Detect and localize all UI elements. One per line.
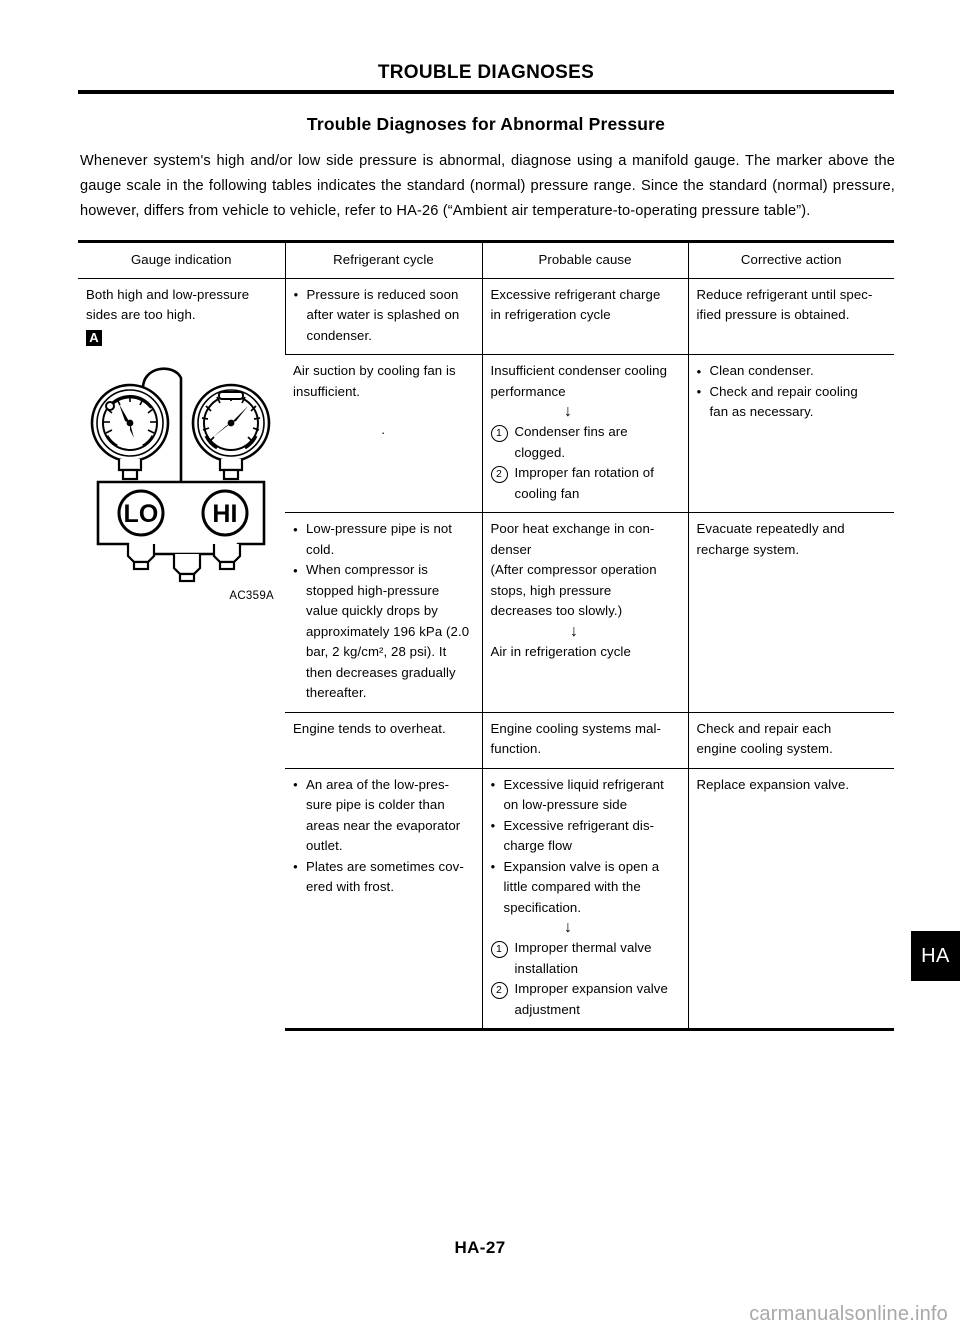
bullet-item — [294, 285, 474, 347]
bullet-item — [293, 775, 474, 857]
text-line: Engine tends to overheat. — [293, 720, 446, 736]
numbered-item — [491, 463, 680, 504]
page-header — [78, 62, 894, 84]
text-line: stopped high-pressure — [306, 582, 440, 598]
low-pressure-gauge-dial — [92, 385, 168, 479]
numbered-item — [491, 979, 680, 1020]
probable-cause-cell — [482, 513, 688, 713]
section-title: Trouble Diagnoses for Abnormal Pressure — [306, 114, 666, 134]
text-line: charge flow — [503, 838, 573, 853]
bullet-item — [491, 775, 680, 816]
circled-number: 1 — [491, 425, 508, 442]
text-line: Improper expansion valve — [514, 981, 668, 996]
text-line: decreases too slowly.) — [490, 603, 623, 618]
text-line: Evacuate repeatedly and — [696, 521, 845, 536]
lo-label: LO — [123, 500, 159, 528]
text-line: sure pipe is colder than — [306, 797, 445, 812]
text-line: ered with frost. — [306, 879, 395, 894]
probable-cause-cell — [482, 712, 688, 768]
column-header-corrective-action: Corrective action — [688, 242, 894, 279]
text-line: denser — [490, 541, 532, 557]
text-line: Air suction by cooling fan is — [293, 363, 456, 378]
table-row — [78, 278, 894, 355]
refrigerant-cycle-cell — [285, 278, 482, 355]
text-line: outlet. — [306, 838, 343, 853]
trouble-diagnoses-table — [78, 240, 894, 1031]
column-header-probable-cause: Probable cause — [482, 242, 688, 279]
bullet-item — [697, 361, 887, 382]
text-line: engine cooling system. — [696, 741, 833, 756]
high-pressure-gauge-dial — [193, 385, 269, 479]
text-line: recharge system. — [696, 541, 800, 557]
text-line: ified pressure is obtained. — [696, 307, 850, 322]
section-tab-ha: HA — [911, 931, 960, 981]
corrective-action-cell — [688, 768, 894, 1030]
text-line: ● Clean condenser. — [709, 363, 814, 378]
down-arrow-icon: ↓ — [569, 622, 579, 640]
text-line: ● Low-pressure pipe is not — [306, 521, 453, 536]
text-line: ● Check and repair cooling — [709, 383, 858, 399]
text-line: then decreases gradually — [306, 664, 456, 680]
hi-label: HI — [212, 500, 238, 528]
refrigerant-cycle-cell — [285, 712, 482, 768]
text-line: ● Pressure is reduced soon — [306, 286, 459, 302]
page-number: HA-27 — [454, 1238, 506, 1257]
text-line: function. — [490, 741, 542, 756]
down-arrow-icon: ↓ — [563, 403, 573, 420]
text-line: areas near the evaporator — [306, 817, 461, 833]
refrigerant-cycle-cell — [285, 513, 482, 713]
text-line: stops, high pressure — [490, 582, 612, 598]
text-line: approximately 196 kPa (2.0 — [306, 623, 470, 639]
text-line: Engine cooling systems mal- — [490, 720, 662, 736]
text-line: after water is splashed on — [306, 307, 460, 322]
text-line: clogged. — [514, 444, 566, 460]
corrective-action-cell — [688, 278, 894, 355]
text-line: Check and repair each — [696, 720, 832, 736]
bullet-item — [293, 560, 474, 704]
text-line: ● An area of the low-pres- — [306, 776, 450, 792]
text-line: fan as necessary. — [709, 404, 814, 419]
text-line: bar, 2 kg/cm², 28 psi). It — [306, 644, 447, 659]
text-line: installation — [514, 960, 579, 976]
manifold-gauge-svg — [86, 358, 278, 603]
refrigerant-cycle-cell — [285, 355, 482, 513]
text-line: Insufficient condenser cooling — [490, 363, 668, 378]
probable-cause-cell — [482, 278, 688, 355]
manifold-gauge-illustration — [86, 358, 278, 603]
figure-code: AC359A — [229, 589, 274, 602]
stray-dot: · — [381, 424, 386, 440]
gauge-indication-line-2: sides are too high. — [86, 307, 196, 322]
text-line: little compared with the — [503, 879, 641, 894]
column-header-refrigerant-cycle: Refrigerant cycle — [285, 242, 482, 279]
corrective-action-cell — [688, 712, 894, 768]
bullet-item — [293, 857, 474, 898]
text-line: Excessive refrigerant charge — [490, 286, 661, 302]
text-line: performance — [490, 383, 566, 399]
text-line: Poor heat exchange in con- — [490, 521, 655, 536]
gauge-indication-cell — [78, 278, 285, 1030]
text-line: specification. — [503, 899, 582, 915]
circled-number: 1 — [491, 941, 508, 958]
text-line: ● Excessive liquid refrigerant — [503, 776, 664, 792]
text-line: ● Expansion valve is open a — [503, 858, 660, 874]
text-line: Improper thermal valve — [514, 940, 652, 955]
text-line: Condenser fins are — [514, 424, 628, 439]
text-line: ● Excessive refrigerant dis- — [503, 817, 655, 833]
down-arrow-icon: ↓ — [563, 919, 573, 936]
text-line: value quickly drops by — [306, 603, 438, 618]
text-line: cooling fan — [514, 485, 580, 501]
text-line: (After compressor operation — [490, 562, 657, 577]
circled-number: 2 — [491, 982, 508, 999]
column-header-gauge-indication: Gauge indication — [78, 242, 285, 279]
text-line: insufficient. — [293, 383, 361, 399]
table-header-row — [78, 242, 894, 279]
numbered-item — [491, 938, 680, 979]
refrigerant-cycle-cell — [285, 768, 482, 1030]
header-rule — [78, 90, 894, 94]
gauge-indication-line-1: Both high and low-pressure — [86, 286, 250, 302]
probable-cause-cell — [482, 768, 688, 1030]
numbered-item — [491, 422, 680, 463]
text-line: in refrigeration cycle — [490, 307, 611, 322]
bullet-item — [697, 382, 887, 423]
text-line: on low-pressure side — [503, 797, 628, 812]
corrective-action-cell — [688, 513, 894, 713]
text-line: cold. — [306, 541, 335, 557]
text-line: Replace expansion valve. — [696, 776, 850, 792]
text-line: thereafter. — [306, 685, 367, 700]
intro-paragraph: Whenever system's high and/or low side pressure is abnormal, diagnose using a manifold gauge. The marker above the gauge scale in the following tables indicates the standard (normal) pressure range. Since the standard (normal) pressure, however, differs from vehicle to vehicle, refer to HA-26 (“Ambient air temperature-to-operating pressure table”). — [80, 153, 895, 219]
corrective-action-cell — [688, 355, 894, 513]
bullet-item — [491, 857, 680, 919]
text-line: Improper fan rotation of — [514, 465, 654, 480]
text-line: ● Plates are sometimes cov- — [306, 858, 464, 874]
text-line: Air in refrigeration cycle — [490, 643, 631, 659]
text-line: condenser. — [306, 327, 373, 343]
text-line: adjustment — [514, 1001, 581, 1017]
page-title: TROUBLE DIAGNOSES — [377, 62, 595, 83]
bullet-item — [491, 816, 680, 857]
circled-number: 2 — [491, 466, 508, 483]
bullet-item — [293, 519, 474, 560]
text-line: Reduce refrigerant until spec- — [696, 286, 873, 302]
text-line: ● When compressor is — [306, 562, 428, 577]
probable-cause-cell — [482, 355, 688, 513]
marker-badge-a: A — [86, 330, 102, 346]
watermark: carmanualsonline.info — [749, 1303, 948, 1325]
